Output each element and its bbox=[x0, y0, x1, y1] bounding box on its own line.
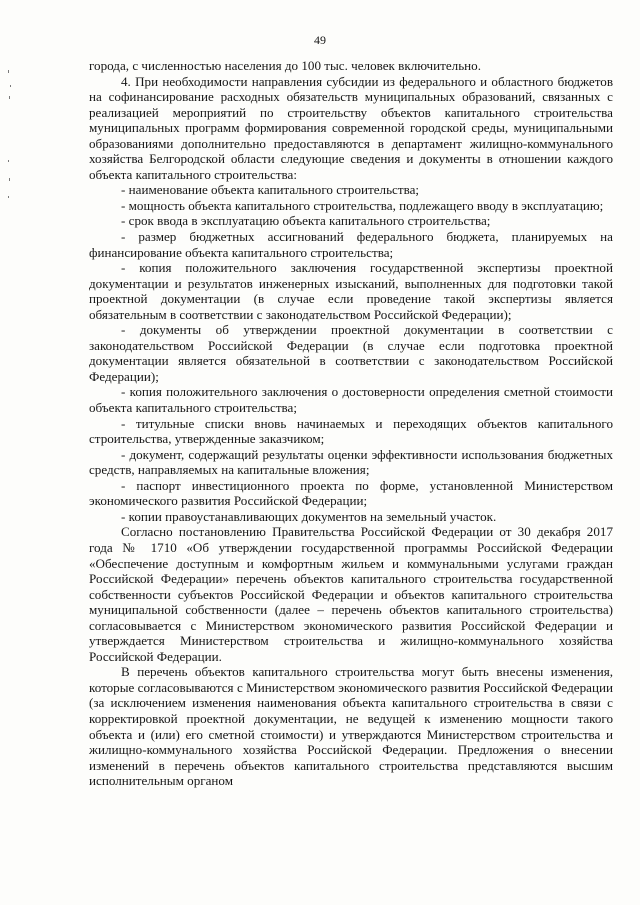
paragraph-item-4: 4. При необходимости направления субсидии из федерального и областного бюджетов на софинансирование расходных обязательств муниципальных образований, связанных с реализацией мероприятий по строительству объектов капитального строительства муниципальных программ формирования современной городской среды, муниципальными образованиями дополнительно предоставляются в департамент жилищно-коммунального хозяйства Белгородской области следующие сведения и документы в отношении каждого объекта капитального строительства: bbox=[89, 73, 613, 182]
list-item-efficiency-assessment: - документ, содержащий результаты оценки эффективности использования бюджетных средств, направляемых на капитальные вложения; bbox=[89, 446, 613, 478]
list-item-capacity: - мощность объекта капитального строительства, подлежащего вводу в эксплуатацию; bbox=[121, 197, 604, 213]
binding-edge-marks bbox=[0, 0, 20, 905]
paragraph-continuation: города, с численностью населения до 100 тыс. человек включительно. bbox=[89, 58, 481, 73]
document-body bbox=[89, 58, 613, 789]
paragraph-list-changes: В перечень объектов капитального строительства могут быть внесены изменения, которые согласовываются с Министерством экономического развития Российской Федерации (за исключением изменения наименования объекта капитального строительства в связи с корректировкой проектной документации, не ведущей к изменению мощности такого объекта и (или) его сметной стоимости) и утверждаются Министерством строительства и жилищно-коммунального хозяйства Российской Федерации. Предложения о внесении изменений в перечень объектов капитального строительства представляются высшим исполнительным органом bbox=[89, 664, 613, 789]
list-item-commissioning-date: - срок ввода в эксплуатацию объекта капитального строительства; bbox=[121, 213, 491, 229]
list-item-project-approval: - документы об утверждении проектной документации в соответствии с законодательством Российской Федерации (в случае если подготовка проектной документации является обязательной в соответствии с законодательством Российской Федерации); bbox=[89, 322, 613, 384]
list-item-title-lists: - титульные списки вновь начинаемых и переходящих объектов капитального строительства, утвержденные заказчиком; bbox=[89, 415, 613, 447]
list-item-budget-size: - размер бюджетных ассигнований федерального бюджета, планируемых на финансирование объекта капитального строительства; bbox=[89, 229, 613, 260]
page-number: 49 bbox=[314, 33, 326, 47]
list-item-land-documents: - копии правоустанавливающих документов на земельный участок. bbox=[121, 508, 497, 524]
list-item-cost-reliability: - копия положительного заключения о достоверности определения сметной стоимости объекта капитального строительства; bbox=[89, 384, 613, 416]
list-item-expertise-conclusion: - копия положительного заключения государственной экспертизы проектной документации и результатов инженерных изысканий, выполненных для подготовки такой проектной документации (в случае если проведение такой экспертизы является обязательным в соответствии с законодательством Российской Федерации); bbox=[89, 260, 613, 322]
list-item-name: - наименование объекта капитального строительства; bbox=[121, 182, 420, 198]
list-item-investment-passport: - паспорт инвестиционного проекта по форме, установленной Министерством экономического развития Российской Федерации; bbox=[89, 477, 613, 509]
paragraph-government-decree: Согласно постановлению Правительства Российской Федерации от 30 декабря 2017 года № 1710 «Об утверждении государственной программы Российской Федерации «Обеспечение доступным и комфортным жильем и коммунальными услугами граждан Российской Федерации» перечень объектов капитального строительства государственной собственности субъектов Российской Федерации и объектов капитального строительства муниципальной собственности (далее – перечень объектов капитального строительства) согласовывается с Министерством экономического развития Российской Федерации и утверждается Министерством строительства и жилищно-коммунального хозяйства Российской Федерации. bbox=[89, 524, 613, 664]
